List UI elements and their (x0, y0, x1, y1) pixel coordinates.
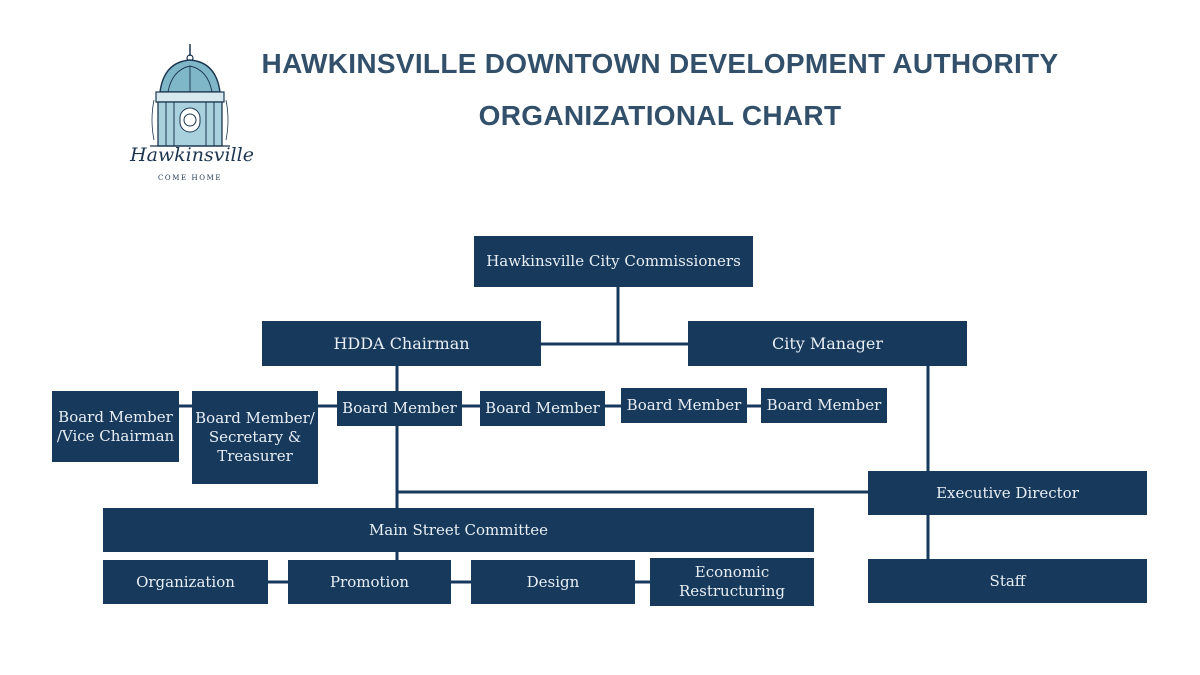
node-city-commissioners: Hawkinsville City Commissioners (474, 236, 753, 287)
node-board-member-secretary-treasurer: Board Member/ Secretary & Treasurer (192, 391, 318, 484)
node-promotion: Promotion (288, 560, 451, 604)
node-hdda-chairman: HDDA Chairman (262, 321, 541, 366)
node-design: Design (471, 560, 635, 604)
node-board-member-3: Board Member (621, 388, 747, 423)
node-board-member-2: Board Member (480, 391, 605, 426)
node-economic-restructuring: Economic Restructuring (650, 558, 814, 606)
node-organization: Organization (103, 560, 268, 604)
node-board-member-4: Board Member (761, 388, 887, 423)
node-board-member-1: Board Member (337, 391, 462, 426)
node-executive-director: Executive Director (868, 471, 1147, 515)
node-board-member-vice-chairman: Board Member /Vice Chairman (52, 391, 179, 462)
logo-tagline: COME HOME (157, 174, 223, 182)
node-city-manager: City Manager (688, 321, 967, 366)
chart-title-line-1: HAWKINSVILLE DOWNTOWN DEVELOPMENT AUTHORITY (261, 48, 1059, 79)
chart-title-line-2: ORGANIZATIONAL CHART (478, 100, 842, 131)
logo-script-text: Hawkinsville (130, 144, 254, 166)
node-staff: Staff (868, 559, 1147, 603)
node-main-street-committee: Main Street Committee (103, 508, 814, 552)
